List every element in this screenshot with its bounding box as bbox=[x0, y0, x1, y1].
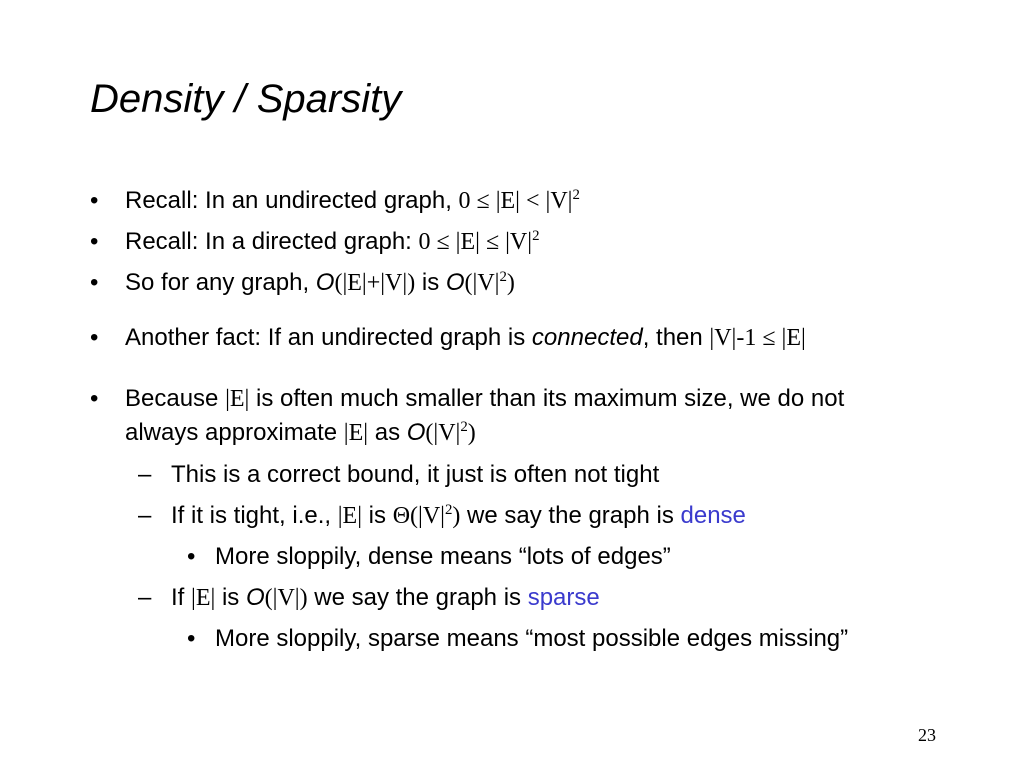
bullet-text: More sloppily, dense means “lots of edges” bbox=[215, 543, 671, 570]
sub-bullet-dense-definition bbox=[171, 502, 746, 531]
big-o: O bbox=[406, 419, 426, 446]
bullet-text: If it is tight, i.e., bbox=[171, 502, 338, 529]
bullet-text: So for any graph, bbox=[125, 269, 316, 296]
math-expression: (|V|) bbox=[264, 585, 308, 611]
bullet-text: is bbox=[362, 502, 393, 529]
sub-sub-bullet-marker: • bbox=[187, 543, 196, 570]
slide-title: Density / Sparsity bbox=[90, 77, 402, 121]
bullet-because-line2 bbox=[125, 419, 476, 448]
math-expression: |E| bbox=[343, 420, 369, 446]
bullet-text: , then bbox=[642, 324, 710, 351]
big-o: O bbox=[245, 584, 265, 611]
emphasis-text: connected bbox=[531, 324, 643, 351]
bullet-marker: • bbox=[90, 228, 99, 255]
bullet-text: This is a correct bound, it just is often not tight bbox=[171, 461, 660, 488]
bullet-marker: • bbox=[90, 187, 99, 214]
sub-bullet-marker: – bbox=[138, 461, 152, 488]
math-exponent: 2 bbox=[572, 187, 580, 203]
sub-bullet-sparse-definition bbox=[171, 584, 600, 613]
bullet-marker: • bbox=[90, 324, 99, 351]
math-expression: 0 ≤ |E| < |V| bbox=[458, 188, 573, 214]
math-expression: |E| bbox=[191, 585, 216, 611]
bullet-text: we say the graph is bbox=[460, 502, 681, 529]
math-expression: Θ(|V| bbox=[392, 503, 445, 529]
bullet-text: Recall: In an undirected graph, bbox=[125, 187, 459, 214]
dense-term: dense bbox=[680, 502, 746, 529]
math-expression: ) bbox=[452, 503, 461, 529]
sub-sub-bullet-sparse-sloppy bbox=[215, 625, 848, 654]
bullet-marker: • bbox=[90, 269, 99, 296]
bullet-directed-bound bbox=[125, 228, 540, 257]
sub-bullet-marker: – bbox=[138, 584, 152, 611]
math-expression: (|V| bbox=[464, 270, 500, 296]
math-expression: (|V| bbox=[425, 420, 461, 446]
sub-sub-bullet-dense-sloppy bbox=[215, 543, 671, 572]
bullet-text: Another fact: If an undirected graph is bbox=[125, 324, 532, 351]
sub-sub-bullet-marker: • bbox=[187, 625, 196, 652]
math-expression: |V|-1 ≤ |E| bbox=[709, 325, 806, 351]
bullet-undirected-bound bbox=[125, 187, 580, 216]
math-expression: ) bbox=[467, 420, 476, 446]
bullet-text: More sloppily, sparse means “most possible edges missing” bbox=[215, 625, 849, 652]
bullet-text: is bbox=[215, 584, 246, 611]
math-expression: 0 ≤ |E| ≤ |V| bbox=[418, 229, 533, 255]
math-expression: |E| bbox=[337, 503, 363, 529]
math-exponent: 2 bbox=[499, 269, 507, 285]
bullet-text: is bbox=[415, 269, 446, 296]
sub-bullet-correct-bound bbox=[171, 461, 659, 490]
bullet-text: Recall: In a directed graph: bbox=[125, 228, 419, 255]
bullet-because-line1 bbox=[125, 385, 844, 414]
math-exponent: 2 bbox=[532, 228, 540, 244]
bullet-text: always approximate bbox=[125, 419, 344, 446]
bullet-text: as bbox=[368, 419, 407, 446]
bullet-text: we say the graph is bbox=[307, 584, 528, 611]
big-o: O bbox=[445, 269, 465, 296]
sparse-term: sparse bbox=[527, 584, 600, 611]
page-number: 23 bbox=[918, 725, 936, 745]
bullet-marker: • bbox=[90, 385, 99, 412]
bullet-text: If bbox=[171, 584, 192, 611]
math-expression: |E| bbox=[225, 386, 250, 412]
sub-bullet-marker: – bbox=[138, 502, 152, 529]
bullet-any-graph bbox=[125, 269, 515, 298]
math-exponent: 2 bbox=[460, 419, 468, 435]
math-exponent: 2 bbox=[444, 502, 453, 518]
math-expression: ) bbox=[506, 270, 515, 296]
bullet-text: is often much smaller than its maximum size, we do not bbox=[249, 385, 845, 412]
bullet-text: Because bbox=[125, 385, 226, 412]
bullet-connected-fact bbox=[125, 324, 806, 353]
big-o: O bbox=[315, 269, 335, 296]
math-expression: (|E|+|V|) bbox=[334, 270, 416, 296]
